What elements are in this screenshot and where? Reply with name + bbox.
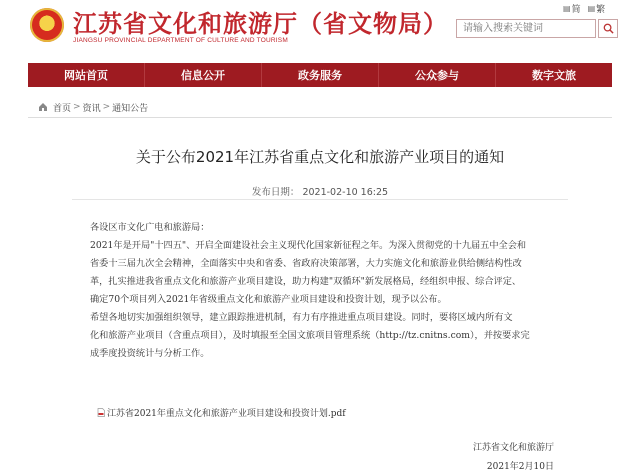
simplified-chinese-link[interactable] xyxy=(563,2,581,15)
article-paragraph-line: 化和旅游产业项目（含重点项目），及时填报至全国文旅项目管理系统（http://tz.cnitns.com），并按要求完 xyxy=(90,330,530,341)
article-paragraph-line: 2021年是开局"十四五"、开启全面建设社会主义现代化国家新征程之年。为深入贯彻党的十九届五中全会和 xyxy=(90,240,527,251)
search-input[interactable] xyxy=(456,19,596,38)
signature-date: 2021年2月10日 xyxy=(486,462,554,472)
language-links xyxy=(563,2,605,15)
traditional-chinese-link[interactable] xyxy=(588,2,606,15)
title-divider xyxy=(72,199,568,200)
breadcrumb-home[interactable]: 首页 xyxy=(53,103,72,114)
pdf-icon xyxy=(97,408,105,417)
search-button[interactable] xyxy=(598,19,618,38)
nav-item-gov-services[interactable]: 政务服务 xyxy=(262,63,379,87)
article-paragraph-line: 省委十三届九次全会精神，全面落实中央和省委、省政府决策部署，大力实施文化和旅游业供给侧结构性改 xyxy=(90,258,522,269)
publish-date: 发布日期： 2021-02-10 16:25 xyxy=(251,187,389,198)
attachment-link[interactable] xyxy=(97,406,346,419)
nav-item-public-participation[interactable]: 公众参与 xyxy=(379,63,496,87)
article-paragraph-line: 希望各地切实加强组织领导，建立跟踪推进机制，有力有序推进重点项目建设。同时，要将区域内所有文 xyxy=(90,312,513,323)
breadcrumb-divider xyxy=(28,117,612,118)
main-nav xyxy=(28,63,612,87)
search-icon xyxy=(603,23,614,34)
traditional-icon: ▤ xyxy=(587,4,596,13)
traditional-label: 繁 xyxy=(596,5,606,15)
national-emblem-icon xyxy=(30,8,64,42)
attachment-label: 江苏省2021年重点文化和旅游产业项目建设和投资计划.pdf xyxy=(107,409,346,419)
breadcrumb-news[interactable]: 资讯 xyxy=(82,103,101,114)
article-salutation: 各设区市文化广电和旅游局： xyxy=(90,222,210,233)
breadcrumb-separator: > xyxy=(73,102,81,112)
breadcrumb-separator: > xyxy=(102,102,111,112)
signature: 江苏省文化和旅游厅 xyxy=(472,443,554,453)
article-paragraph-line: 革，扎实推进我省重点文化和旅游产业项目建设，助力构建"双循环"新发展格局，经组织申报、综合评定、 xyxy=(90,276,522,287)
article-paragraph-line: 确定70个项目列入2021年省级重点文化和旅游产业项目建设和投资计划，现予以公布。 xyxy=(90,294,447,305)
nav-item-info-disclosure[interactable]: 信息公开 xyxy=(145,63,262,87)
breadcrumb xyxy=(38,100,148,114)
breadcrumb-notices[interactable]: 通知公告 xyxy=(112,103,149,114)
simplified-label: 简 xyxy=(571,5,581,15)
article-paragraph-line: 成季度投资统计与分析工作。 xyxy=(90,348,210,359)
site-title[interactable]: 江苏省文化和旅游厅（省文物局） xyxy=(73,9,448,38)
site-subtitle: JIANGSU PROVINCIAL DEPARTMENT OF CULTURE AND TOURISM xyxy=(73,37,288,44)
nav-item-digital-tourism[interactable]: 数字文旅 xyxy=(532,69,576,82)
simplified-icon: ▤ xyxy=(563,4,571,13)
article-title: 关于公布2021年江苏省重点文化和旅游产业项目的通知 xyxy=(135,148,505,166)
site-header xyxy=(0,0,640,62)
nav-item-home[interactable]: 网站首页 xyxy=(28,63,145,87)
home-icon xyxy=(38,102,48,112)
